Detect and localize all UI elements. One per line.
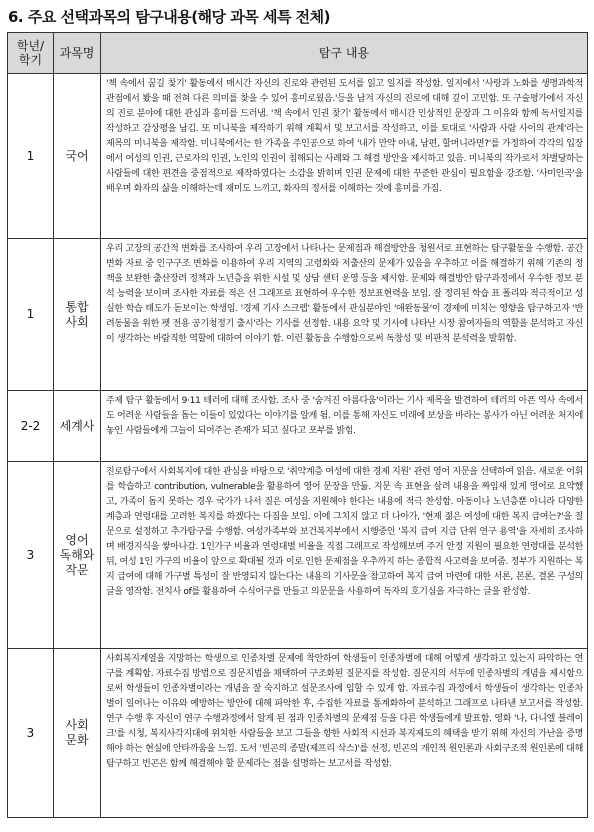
row-content: '책 속에서 꿈길 찾기' 활동에서 매시간 자신의 진로와 관련된 도서를 읽고 일지를 작성함. 일지에서 '사랑과 노화를 생명과학적 관점에서 봤을 때 전혀 다른 의미를 찾을 수 있어 흥미로웠음.'등을 남겨 자신의 진로에 대해 깊이 고민함. 또 구술평가에서 자신의 진로 분야에 대한 관심과 흥미를 드러냄. '책 속에서 인권 찾기' 활동에서 매시간 인상적인 문장과 그 이유와 함께 독서일지를 작성하고 감상평을 남김. 또 미니북을 제작하기 위해 계획서 및 보고서를 작성하고, 이를 토대로 '사람과 사람 사이의 관계'라는 제목의 미니북을 제작함. 미니북에서는 한 가족을 주인공으로 하여 '내가 만약 아내, 남편, 할머니라면?'를 가정하여 각각의 입장에서 여성의 인권, 근로자의 인권, 노인의 인권이 침해되는 사례와 그 해결 방안을 제시하고 있음. 미니북의 작가로서 차별당하는 사람들에 대한 편견을 중점적으로 제작하였다는 소감을 밝히며 인권 문제에 대한 꾸준한 관심이 필요함을 강조함. '사미인곡'을 배우며 화자의 삶을 이해하는데 재미도 느끼고, 화자의 정서를 이해하는 것에 흥미를 가짐. [106, 79, 583, 194]
row-subject: 국어 [54, 74, 101, 239]
row-subject: 통합 사회 [54, 239, 101, 391]
header-grade: 학년/ 학기 [8, 33, 54, 74]
table-header-row [8, 33, 588, 74]
inquiry-table [7, 32, 588, 818]
row-grade: 1 [8, 239, 54, 391]
row-content: 사회복지계열을 지망하는 학생으로 인종차별 문제에 착안하여 학생들이 인종차별에 대해 어떻게 생각하고 있는지 파악하는 연구를 계획함. 자료수집 방법으로 질문지법을 채택하여 구조화된 질문지를 작성함. 질문지의 서두에 인종차별의 개념을 제시함으로써 학생들이 인종차별이라는 개념을 잘 숙지하고 설문조사에 임할 수 있게 함. 자료수집 과정에서 학생들이 생각하는 인종차별이 일어나는 이유와 예방하는 방안에 대해 파악한 후, 수집한 자료를 통계화하여 분석하고 그래프로 나타낸 보고서를 작성함. 연구 수행 후 자신이 연구 수행과정에서 알게 된 점과 인종차별의 문제점 등을 다른 학생들에게 발표함. 영화 '나, 다니엘 블레이크'를 시청, 복지사각지대에 위치한 사람들을 보고 그들을 향한 사회적 시선과 복지제도의 혜택을 받기 위해 자신의 가난을 증명해야 하는 현실에 안타까움을 느낌. 도서 '빈곤의 종말(제프리 삭스)'를 선정, 빈곤의 개인적 원인론과 사회구조적 원인론에 대해 탐구하고 빈곤은 함께 해결해야 할 문제라는 점을 설명하는 보고서를 작성함. [106, 654, 583, 769]
row-subject: 세계사 [54, 391, 101, 462]
row-subject: 영어 독해와 작문 [54, 462, 101, 649]
table-row [8, 239, 588, 391]
header-content: 탐구 내용 [101, 33, 588, 74]
row-content: 진로탐구에서 사회복지에 대한 관심을 바탕으로 '취약계층 여성에 대한 경제 지원' 관련 영어 지문을 선택하여 읽음. 새로운 어휘를 학습하고 contribution, vulnerable을 활용하여 영어 문장을 만듦. 지문 속 표현을 살려 내용을 짜임새 있게 영어로 요약했고, 가족이 돕지 못하는 경우 국가가 나서 질은 여성을 지원해야 한다는 내용에 적극 찬성함. 아동이나 노년층뿐 아니라 다양한 계층과 연령대를 고려한 복지를 하겠다는 다짐을 보임. 이에 그치지 않고 더 나아가, '현재 젊은 여성에 대한 복지 급여는?'을 질문으로 설정하고 추가탐구를 수행함. 여성가족부와 보건복지부에서 시행중인 '복지 급여 지급 단위 연구 용역'을 자세히 조사하며 배경지식을 쌓아나감. 1인가구 비율과 연령대별 비율을 직접 그래프로 작성해보며 주거 안정 지원이 필요한 연령대를 분석한 뒤, 여성 1인 가구의 비율이 앞으로 확대될 것과 이로 인한 문제점을 우추까지 하는 종합적 사고력을 보여줌. 정부가 지원하는 복지 급여에 대해 가구별 특성이 잘 반영되지 않는다는 내용의 기사문을 참고하여 복지 급여 마련에 대한 서론, 본론, 결론 구성의 글을 영작함. 전치사 of를 활용하여 수식어구를 만들고 의문문을 사용하여 독자의 호기심을 자극하는 글을 완성함. [106, 467, 583, 597]
section-title: 6. 주요 선택과목의 탐구내용(해당 과목 세특 전체) [8, 8, 330, 26]
row-grade: 2-2 [8, 391, 54, 462]
row-subject: 사회 문화 [54, 649, 101, 818]
row-grade: 1 [8, 74, 54, 239]
row-content: 주제 탐구 활동에서 9·11 테러에 대해 조사함. 조사 중 '숨겨진 아름다움'이라는 기사 제목을 발견하여 테러의 아픈 역사 속에서도 어려운 사람들을 돕는 이들이 있었다는 이야기를 알게 됨. 이를 통해 자신도 미래에 보상을 바라는 봉사가 아닌 어려운 처지에 놓인 사람들에게 그늘이 되어주는 존재가 되고 싶다고 포부를 밝힘. [106, 396, 583, 436]
row-content-cell [101, 462, 588, 649]
table-row [8, 649, 588, 818]
row-content-cell [101, 391, 588, 462]
header-subject: 과목명 [54, 33, 101, 74]
row-grade: 3 [8, 649, 54, 818]
table-row [8, 74, 588, 239]
table-row [8, 462, 588, 649]
row-content-cell [101, 649, 588, 818]
table-row [8, 391, 588, 462]
row-content: 우리 고장의 공간적 변화를 조사하여 우리 고장에서 나타나는 문제점과 해결방안을 청원서로 표현하는 탐구활동을 수행함. 공간 변화 자료 중 인구구조 변화를 이용하여 우리 지역의 고령화와 저출산의 문제가 있음을 우추하고 이를 해결하기 위해 기존의 정책을 보완한 출산장려 정책과 노년층을 위한 시설 및 상담 센터 운영 등을 제시함. 문제와 해결방안 탐구과정에서 우수한 정보 분석 능력을 보이며 조사한 자료를 적은 선 그래프로 표현하여 우수한 정보표현력을 보임. 잘 정리된 학습 표 폴리와 적극적이고 성실한 학습 태도가 돋보이는 학생임. '경제 기사 스크랩' 활동에서 관심분야인 '애완동물'이 경제에 미치는 영향을 탐구하고자 '반려동물을 위한 펫 전용 공기청정기 출시'라는 기사를 선정함. 내용 요약 및 기사에 나타난 시장 참여자들의 역할을 분석하고 자신이 생각하는 바람직한 역할에 대하여 이야기 함. 이런 활동을 수행함으로써 독창성 및 비판적 분석력을 발휘함. [106, 244, 583, 344]
row-content-cell [101, 74, 588, 239]
row-content-cell [101, 239, 588, 391]
row-grade: 3 [8, 462, 54, 649]
